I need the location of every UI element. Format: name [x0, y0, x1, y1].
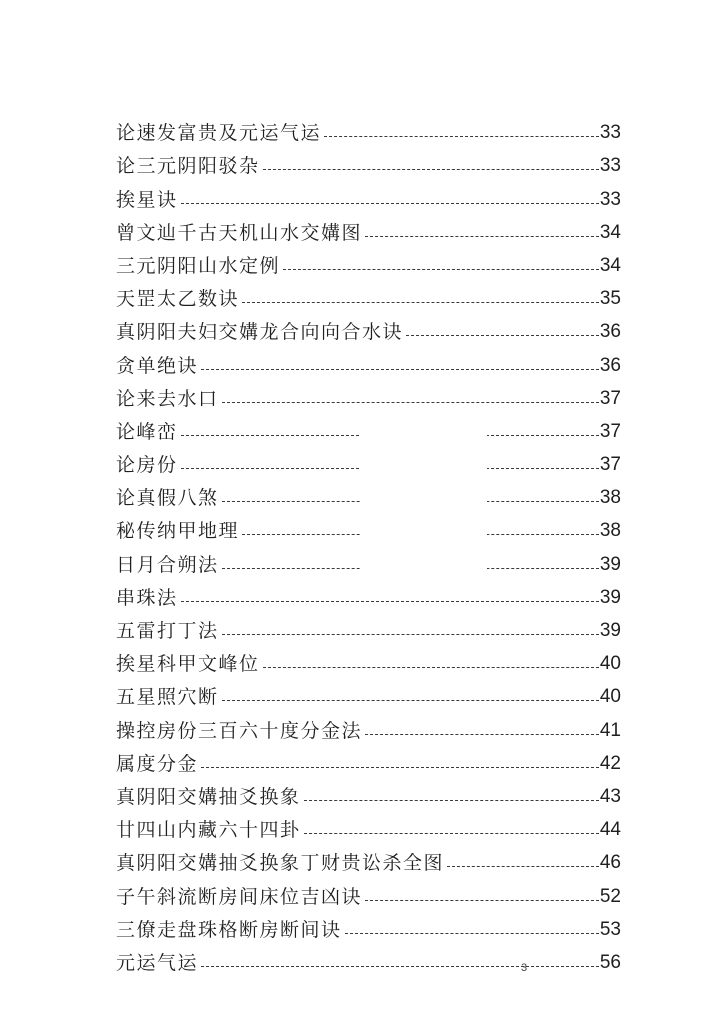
toc-entry-title: 真阴阳夫妇交媾龙合向向合水诀: [116, 321, 404, 344]
toc-entry-page: 53: [599, 918, 621, 940]
toc-entry-title: 日月合朔法: [116, 553, 219, 576]
toc-entry: [116, 344, 621, 377]
toc-entry-page: 33: [599, 188, 621, 210]
dotted-leader: [201, 369, 599, 370]
dotted-leader: [406, 335, 599, 336]
toc-entry-title: 属度分金: [116, 752, 199, 775]
toc-entry: [116, 643, 621, 676]
toc-entry-page: 39: [599, 620, 621, 641]
toc-entry-page: 39: [599, 553, 621, 575]
toc-entry-title: 挨星诀: [116, 188, 178, 211]
dotted-leader: [263, 667, 599, 668]
toc-entry-page: 40: [599, 686, 621, 708]
dotted-leader: [447, 866, 599, 867]
toc-entry: [116, 245, 621, 278]
toc-entry: [116, 178, 621, 211]
toc-entry-title: 论房份: [116, 454, 178, 477]
toc-entry-page: 37: [599, 420, 621, 442]
toc-entry-title: 论真假八煞: [116, 487, 219, 510]
toc-entry-page: 42: [599, 752, 621, 774]
dotted-leader: [181, 601, 599, 602]
toc-entry: [116, 378, 621, 411]
toc-entry-page: 43: [599, 785, 621, 807]
toc-entry-title: 贪单绝诀: [116, 354, 199, 377]
dotted-leader: [304, 800, 599, 801]
toc-entry: [116, 610, 621, 643]
toc-entry: [116, 842, 621, 875]
toc-entry: [116, 743, 621, 776]
toc-entry: [116, 875, 621, 908]
toc-entry-page: 37: [599, 387, 621, 409]
toc-entry-title: 挨星科甲文峰位: [116, 653, 260, 676]
toc-entry-page: 34: [599, 221, 621, 243]
dotted-leader: [181, 203, 599, 204]
dotted-leader: [365, 734, 599, 735]
toc-entry-title: 廿四山内藏六十四卦: [116, 819, 301, 842]
toc-entry: [116, 112, 621, 145]
dotted-leader: [263, 169, 599, 170]
dotted-leader: [222, 700, 599, 701]
toc-entry-page: 44: [599, 819, 621, 841]
toc-entry-page: 35: [599, 288, 621, 310]
toc-entry-title: 论三元阴阳驳杂: [116, 155, 260, 178]
toc-entry-title: 论峰峦: [116, 420, 178, 443]
toc-entry-page: 37: [599, 454, 621, 476]
toc-entry-page: 33: [599, 155, 621, 177]
toc-entry-title: 三僚走盘珠格断房断间诀: [116, 918, 342, 941]
toc-entry-page: 38: [599, 487, 621, 509]
toc-entry-title: 五星照穴断: [116, 686, 219, 709]
toc-entry: [116, 776, 621, 809]
toc-entry-title: 元运气运: [116, 951, 199, 974]
toc-entry-page: 38: [599, 520, 621, 542]
toc-entry-title: 真阴阳交媾抽爻换象丁财贵讼杀全图: [116, 852, 445, 875]
toc-entry: [116, 942, 621, 975]
toc-entry-title: 论来去水口: [116, 387, 219, 410]
dotted-leader: [365, 236, 599, 237]
dotted-leader: [345, 933, 599, 934]
toc-entry-title: 三元阴阳山水定例: [116, 254, 281, 277]
toc-entry-title: 串珠法: [116, 586, 178, 609]
toc-entry-title: 秘传纳甲地理: [116, 520, 240, 543]
toc-entry-page: 33: [599, 122, 621, 144]
toc-entry-page: 36: [599, 354, 621, 376]
toc-entry-title: 曾文辿千古天机山水交媾图: [116, 221, 363, 244]
toc-entry: [116, 278, 621, 311]
toc-entry-title: 真阴阳交媾抽爻换象: [116, 785, 301, 808]
page-number: 3: [521, 962, 528, 974]
dotted-leader: [365, 900, 599, 901]
toc-entry-title: 五雷打丁法: [116, 620, 219, 642]
scan-blank-patch: [361, 428, 487, 576]
dotted-leader: [222, 402, 599, 403]
dotted-leader: [201, 966, 599, 967]
toc-entry-title: 论速发富贵及元运气运: [116, 122, 322, 145]
toc-entry: [116, 909, 621, 942]
dotted-leader: [324, 136, 599, 137]
toc-entry: [116, 676, 621, 709]
toc-entry: [116, 212, 621, 245]
toc-entry-page: 41: [599, 719, 621, 741]
toc-entry: [116, 709, 621, 742]
toc-entry-page: 39: [599, 586, 621, 608]
dotted-leader: [222, 634, 599, 635]
toc-entry: [116, 577, 621, 610]
toc-entry-title: 子午斜流断房间床位吉凶诀: [116, 885, 363, 908]
dotted-leader: [201, 767, 599, 768]
toc-entry-page: 40: [599, 653, 621, 675]
toc-entry-page: 56: [599, 951, 621, 973]
dotted-leader: [304, 833, 599, 834]
toc-entry: [116, 809, 621, 842]
toc-entry-title: 操控房份三百六十度分金法: [116, 719, 363, 742]
toc-entry-page: 36: [599, 321, 621, 343]
dotted-leader: [283, 269, 599, 270]
toc-entry-page: 46: [599, 852, 621, 874]
dotted-leader: [242, 302, 599, 303]
toc-entry-page: 34: [599, 254, 621, 276]
toc-entry-page: 52: [599, 885, 621, 907]
toc-entry: [116, 145, 621, 178]
toc-entry-title: 天罡太乙数诀: [116, 288, 240, 311]
toc-entry: [116, 311, 621, 344]
